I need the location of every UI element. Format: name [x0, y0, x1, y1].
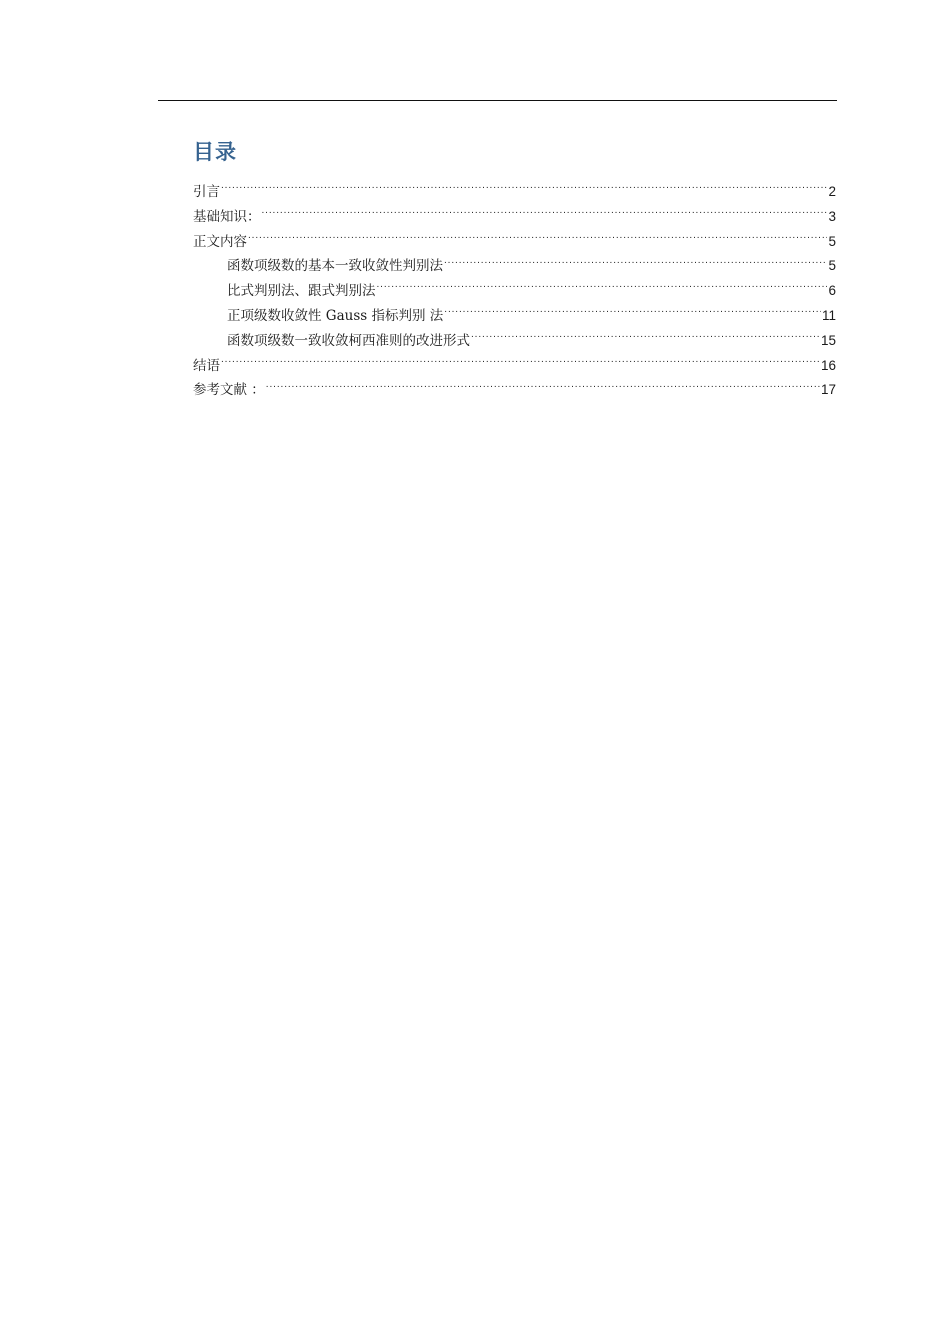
toc-entry-text: 引言: [193, 184, 220, 200]
toc-dot-leader: [444, 306, 821, 320]
toc-dot-leader: [377, 282, 828, 296]
toc-entry-references[interactable]: [193, 378, 836, 403]
toc-page-number: 5: [828, 233, 836, 249]
toc-entry-main-content[interactable]: [193, 230, 836, 255]
toc-page-number: 11: [821, 307, 836, 323]
toc-entry-introduction[interactable]: [193, 180, 836, 205]
toc-dot-leader: [471, 331, 820, 345]
toc-entry-basic-knowledge[interactable]: [193, 205, 836, 230]
toc-entry-conclusion[interactable]: [193, 354, 836, 379]
toc-page-number: 17: [820, 382, 836, 398]
toc-page-number: 2: [828, 184, 836, 199]
toc-dot-leader: [221, 183, 827, 197]
toc-page-number: 3: [828, 208, 836, 224]
toc-entry-cauchy-criterion[interactable]: [193, 329, 836, 354]
toc-entry-text: 比式判别法、跟式判别法: [227, 283, 376, 300]
toc-entry-text: 正文内容: [193, 233, 247, 250]
toc-title: 目录: [193, 140, 237, 164]
toc-page-number: 15: [820, 332, 836, 348]
toc-entry-text: 正项级数收敛性 Gauss 指标判别 法: [227, 307, 444, 324]
table-of-contents: [193, 180, 836, 403]
toc-entry-text: 结语: [193, 357, 220, 374]
toc-dot-leader: [266, 381, 820, 395]
header-rule: [158, 100, 837, 101]
toc-dot-leader: [444, 257, 827, 271]
toc-entry-gauss-test[interactable]: [193, 304, 836, 329]
toc-page-number: 6: [828, 283, 836, 299]
toc-dot-leader: [248, 232, 827, 246]
toc-entry-text: 函数项级数一致收敛柯西准则的改进形式: [227, 332, 470, 349]
toc-dot-leader: [262, 207, 828, 221]
toc-page-number: 5: [828, 258, 836, 274]
toc-entry-text: 参考文献 ：: [193, 382, 265, 399]
toc-entry-uniform-convergence-tests[interactable]: [193, 254, 836, 279]
toc-entry-ratio-root-tests[interactable]: [193, 279, 836, 304]
toc-page-number: 16: [820, 357, 836, 373]
toc-entry-text: 基础知识：: [193, 208, 261, 225]
toc-entry-text: 函数项级数的基本一致收敛性判别法: [227, 258, 443, 275]
toc-dot-leader: [221, 356, 820, 370]
